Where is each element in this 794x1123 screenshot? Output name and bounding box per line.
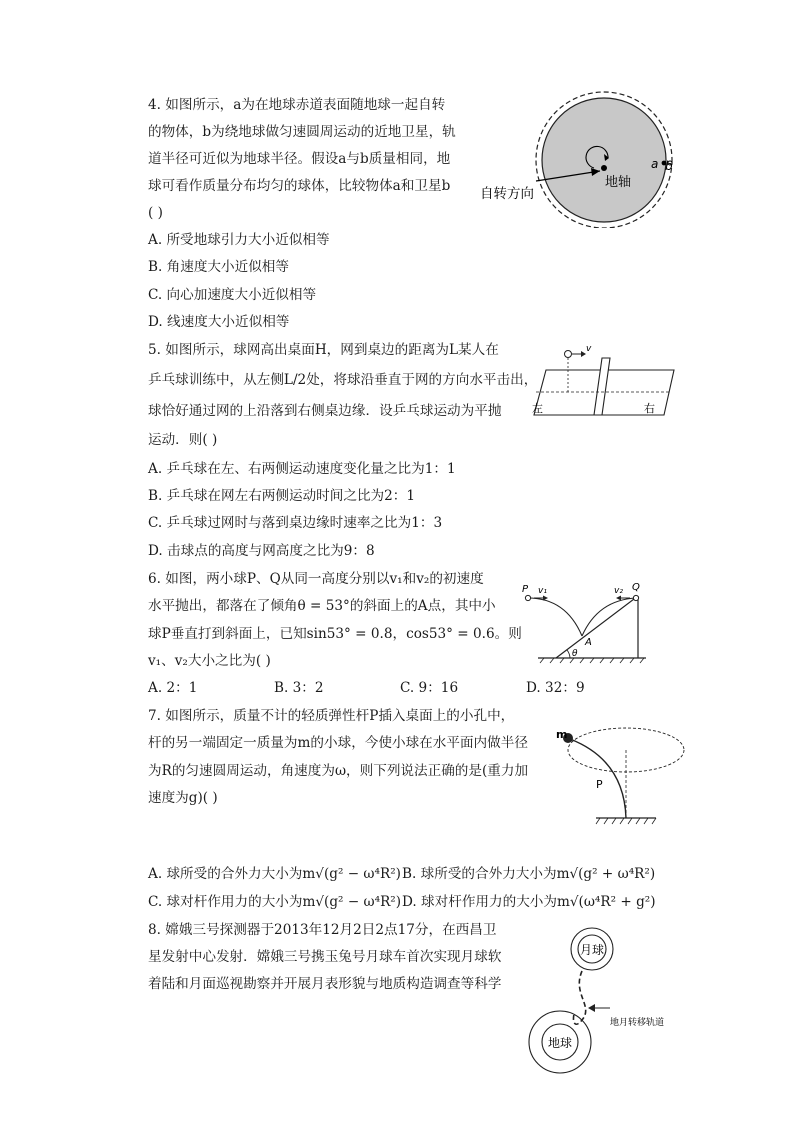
q7-line-2: 杆的另一端固定一质量为m的小球，今使小球在水平面内做半径 <box>148 735 528 751</box>
earth-label: 地球 <box>548 1036 573 1050</box>
moon-label: 月球 <box>580 943 605 957</box>
q6-option-b[interactable]: B. 3：2 <box>274 680 324 696</box>
q6-option-d[interactable]: D. 32：9 <box>526 680 585 696</box>
label-p: P <box>522 584 529 595</box>
right-side-label: 右 <box>644 402 655 415</box>
label-theta: θ <box>572 649 578 659</box>
q4-line-3: 道半径可近似为地球半径。假设a与b质量相同，地 <box>148 151 451 167</box>
ping-pong-ball <box>565 351 572 358</box>
v2-arrowhead-icon <box>616 596 621 601</box>
q7-option-b[interactable]: B. 球所受的合外力大小为m√(g² + ω⁴R²) <box>402 866 656 882</box>
q5-table-tennis-figure <box>524 340 684 422</box>
transfer-orbit <box>573 971 585 1024</box>
q7-line-4: 速度为g)( ) <box>148 790 218 806</box>
q4-line-1: 4. 如图所示，a为在地球赤道表面随地球一起自转 <box>148 97 446 113</box>
q5-line-2: 乒乓球训练中，从左侧L/2处，将球沿垂直于网的方向水平击出， <box>148 372 538 388</box>
q5-option-d[interactable]: D. 击球点的高度与网高度之比为9：8 <box>148 543 375 559</box>
q6-line-4: v₁、v₂大小之比为( ) <box>148 653 271 669</box>
q4-option-a[interactable]: A. 所受地球引力大小近似相等 <box>148 232 330 248</box>
q4-option-b[interactable]: B. 角速度大小近似相等 <box>148 259 289 275</box>
earth-axis-point <box>601 165 607 171</box>
net <box>594 358 610 415</box>
q4-line-4: 球可看作质量分布均匀的球体，比较物体a和卫星b <box>148 178 451 194</box>
trajectory-p <box>528 598 582 636</box>
q6-option-a[interactable]: A. 2：1 <box>148 680 198 696</box>
q5-line-4: 运动．则( ) <box>148 432 218 448</box>
v1-arrowhead-icon <box>543 596 548 601</box>
table-hatch <box>596 818 656 824</box>
q7-line-3: 为R的匀速圆周运动，角速度为ω，则下列说法正确的是(重力加 <box>148 763 529 779</box>
rotation-direction-label: 自转方向 <box>480 186 534 202</box>
q6-projectile-figure <box>518 578 653 664</box>
ball-q <box>633 595 638 600</box>
left-side-label: 左 <box>532 402 543 415</box>
q5-option-b[interactable]: B. 乒乓球在网左右两侧运动时间之比为2：1 <box>148 488 416 504</box>
q7-option-d[interactable]: D. 球对杆作用力的大小为m√(ω⁴R² + g²) <box>402 894 656 910</box>
q6-line-2: 水平抛出，都落在了倾角θ = 53°的斜面上的A点，其中小 <box>148 598 496 614</box>
q4-option-d[interactable]: D. 线速度大小近似相等 <box>148 314 290 330</box>
orbit-pointer-arrowhead-icon <box>588 1004 595 1012</box>
label-v2: v₂ <box>614 586 623 596</box>
label-a: a <box>651 157 659 171</box>
q7-option-a[interactable]: A. 球所受的合外力大小为m√(g² − ω⁴R²) <box>148 866 401 882</box>
q5-line-1: 5. 如图所示，球网高出桌面H，网到桌边的距离为L某人在 <box>148 342 499 358</box>
label-m: m <box>556 728 568 741</box>
ball-p <box>525 595 530 600</box>
q5-option-c[interactable]: C. 乒乓球过网时与落到桌边缘时速率之比为1：3 <box>148 515 443 531</box>
q5-line-3: 球恰好通过网的上沿落到右侧桌边缘．设乒乓球运动为平抛 <box>148 403 502 419</box>
transfer-orbit-label: 地月转移轨道 <box>610 1018 665 1028</box>
earth-disc <box>542 98 666 222</box>
q4-line-5: ( ) <box>148 205 163 221</box>
earth-axis-label: 地轴 <box>605 175 632 190</box>
label-q: Q <box>632 582 640 593</box>
label-a: A <box>585 637 592 648</box>
q5-option-a[interactable]: A. 乒乓球在左、右两侧运动速度变化量之比为1：1 <box>148 461 456 477</box>
q7-option-c[interactable]: C. 球对杆作用力的大小为m√(g² − ω⁴R²) <box>148 894 402 910</box>
velocity-label: v <box>586 344 592 354</box>
q6-line-3: 球P垂直打到斜面上，已知sin53° = 0.8，cos53° = 0.6。则 <box>148 626 522 642</box>
q4-earth-figure <box>476 88 676 228</box>
q8-line-3: 着陆和月面巡视勘察并开展月表形貌与地质构造调查等科学 <box>148 976 502 992</box>
q7-rod-figure <box>554 720 689 830</box>
q4-option-c[interactable]: C. 向心加速度大小近似相等 <box>148 287 317 303</box>
q7-line-1: 7. 如图所示，质量不计的轻质弹性杆P插入桌面上的小孔中， <box>148 708 515 724</box>
q8-line-1: 8. 嫦娥三号探测器于2013年12月2日2点17分，在西昌卫 <box>148 922 497 938</box>
incline <box>556 596 638 658</box>
ground-hatch <box>540 658 644 663</box>
q6-option-c[interactable]: C. 9：16 <box>400 680 459 696</box>
q8-line-2: 星发射中心发射．嫦娥三号携玉兔号月球车首次实现月球软 <box>148 949 502 965</box>
label-b: b <box>665 159 673 173</box>
label-p: P <box>596 778 603 791</box>
theta-arc <box>567 650 570 658</box>
q4-line-2: 的物体，b为绕地球做匀速圆周运动的近地卫星，轨 <box>148 124 456 140</box>
q8-orbit-figure <box>524 924 700 1076</box>
q6-line-1: 6. 如图，两小球P、Q从同一高度分别以v₁和v₂的初速度 <box>148 571 484 587</box>
label-v1: v₁ <box>538 586 547 596</box>
